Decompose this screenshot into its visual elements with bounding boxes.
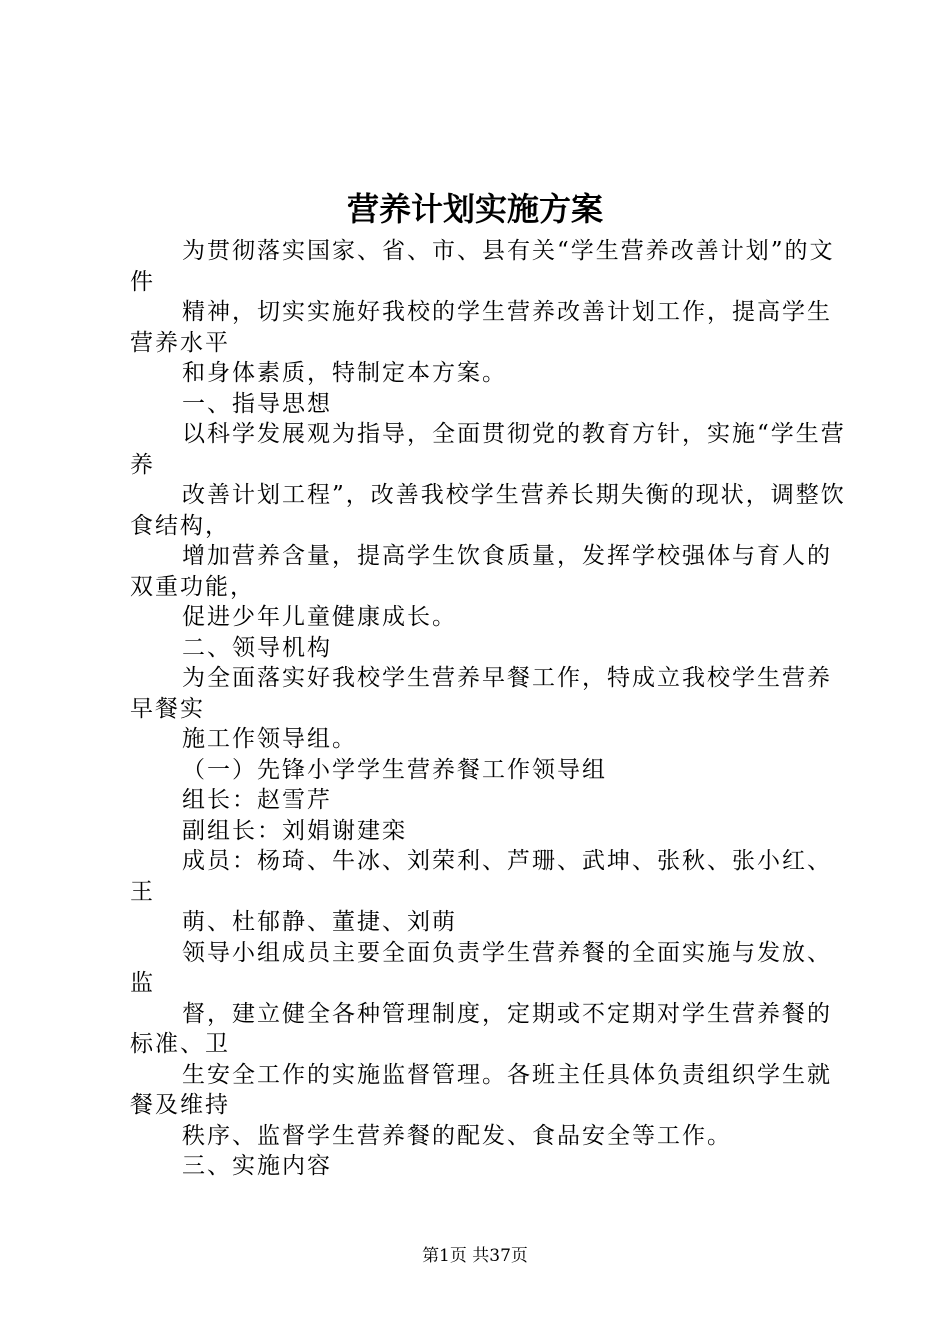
document-title: 营养计划实施方案 <box>346 190 603 228</box>
document-body <box>130 236 850 1182</box>
paragraph: 成员：杨琦、牛冰、刘荣利、芦珊、武坤、张秋、张小红、王 <box>130 848 832 905</box>
section-heading: 三、实施内容 <box>182 1153 332 1179</box>
paragraph: 改善计划工程”，改善我校学生营养长期失衡的现状，调整饮食结构， <box>130 482 846 539</box>
paragraph: 为全面落实好我校学生营养早餐工作，特成立我校学生营养早餐实 <box>130 665 832 722</box>
paragraph: 精神，切实实施好我校的学生营养改善计划工作，提高学生营养水平 <box>130 299 832 356</box>
section-heading: 二、领导机构 <box>182 634 332 661</box>
paragraph: 萌、杜郁静、董捷、刘萌 <box>182 909 457 935</box>
paragraph: 督，建立健全各种管理制度，定期或不定期对学生营养餐的标准、卫 <box>130 1000 832 1057</box>
paragraph: 促进少年儿童健康成长。 <box>182 604 457 630</box>
section-heading: 一、指导思想 <box>182 390 332 417</box>
paragraph: 组长：赵雪芹 <box>182 787 332 813</box>
paragraph: 以科学发展观为指导，全面贯彻党的教育方针，实施“学生营养 <box>130 421 846 478</box>
paragraph: 秩序、监督学生营养餐的配发、食品安全等工作。 <box>182 1122 732 1149</box>
paragraph: 副组长：刘娟谢建栾 <box>182 817 407 844</box>
paragraph: 生安全工作的实施监督管理。各班主任具体负责组织学生就餐及维持 <box>130 1061 832 1118</box>
page-footer: 第1页 共37页 <box>422 1246 528 1266</box>
paragraph: 施工作领导组。 <box>182 726 357 752</box>
paragraph: 增加营养含量，提高学生饮食质量，发挥学校强体与育人的双重功能， <box>130 543 832 600</box>
paragraph: 和身体素质，特制定本方案。 <box>182 360 507 386</box>
subsection-heading: （一）先锋小学学生营养餐工作领导组 <box>182 756 607 783</box>
paragraph: 领导小组成员主要全面负责学生营养餐的全面实施与发放、监 <box>130 939 832 996</box>
paragraph: 为贯彻落实国家、省、市、县有关“学生营养改善计划”的文件 <box>130 238 835 295</box>
